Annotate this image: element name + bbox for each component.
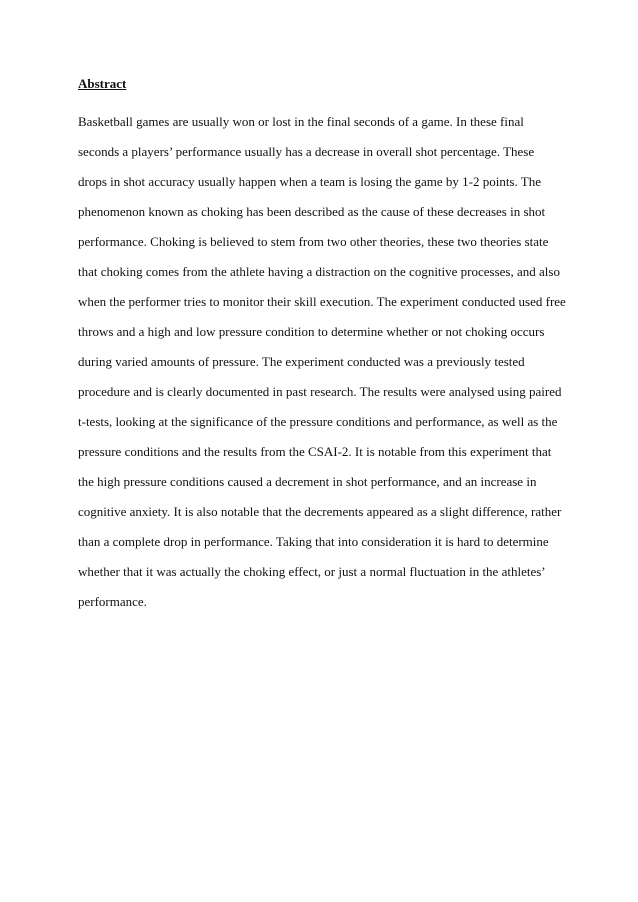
abstract-line: performance.: [78, 594, 147, 609]
abstract-line: Basketball games are usually won or lost in the final seconds of a game. In these final: [78, 114, 524, 129]
abstract-line: performance. Choking is believed to stem from two other theories, these two theories state: [78, 234, 549, 249]
abstract-line: pressure conditions and the results from the CSAI-2. It is notable from this experiment that: [78, 444, 552, 459]
abstract-line: that choking comes from the athlete having a distraction on the cognitive processes, and also: [78, 264, 560, 279]
abstract-line: drops in shot accuracy usually happen when a team is losing the game by 1-2 points. The: [78, 174, 541, 189]
abstract-line: procedure and is clearly documented in past research. The results were analysed using paired: [78, 384, 562, 399]
abstract-line: phenomenon known as choking has been described as the cause of these decreases in shot: [78, 204, 546, 219]
abstract-heading: Abstract: [78, 76, 127, 91]
abstract-line: the high pressure conditions caused a decrement in shot performance, and an increase in: [78, 474, 537, 489]
abstract-line: throws and a high and low pressure condition to determine whether or not choking occurs: [78, 324, 545, 339]
abstract-line: during varied amounts of pressure. The experiment conducted was a previously tested: [78, 354, 525, 369]
abstract-line: when the performer tries to monitor their skill execution. The experiment conducted used free: [78, 294, 566, 309]
abstract-line: t-tests, looking at the significance of the pressure conditions and performance, as well as the: [78, 414, 558, 429]
abstract-line: cognitive anxiety. It is also notable that the decrements appeared as a slight difference, rather: [78, 504, 562, 519]
abstract-line: seconds a players’ performance usually has a decrease in overall shot percentage. These: [78, 144, 535, 159]
abstract-body: [78, 114, 568, 624]
abstract-line: whether that it was actually the choking effect, or just a normal fluctuation in the athletes’: [78, 564, 546, 579]
abstract-line: than a complete drop in performance. Taking that into consideration it is hard to determine: [78, 534, 549, 549]
